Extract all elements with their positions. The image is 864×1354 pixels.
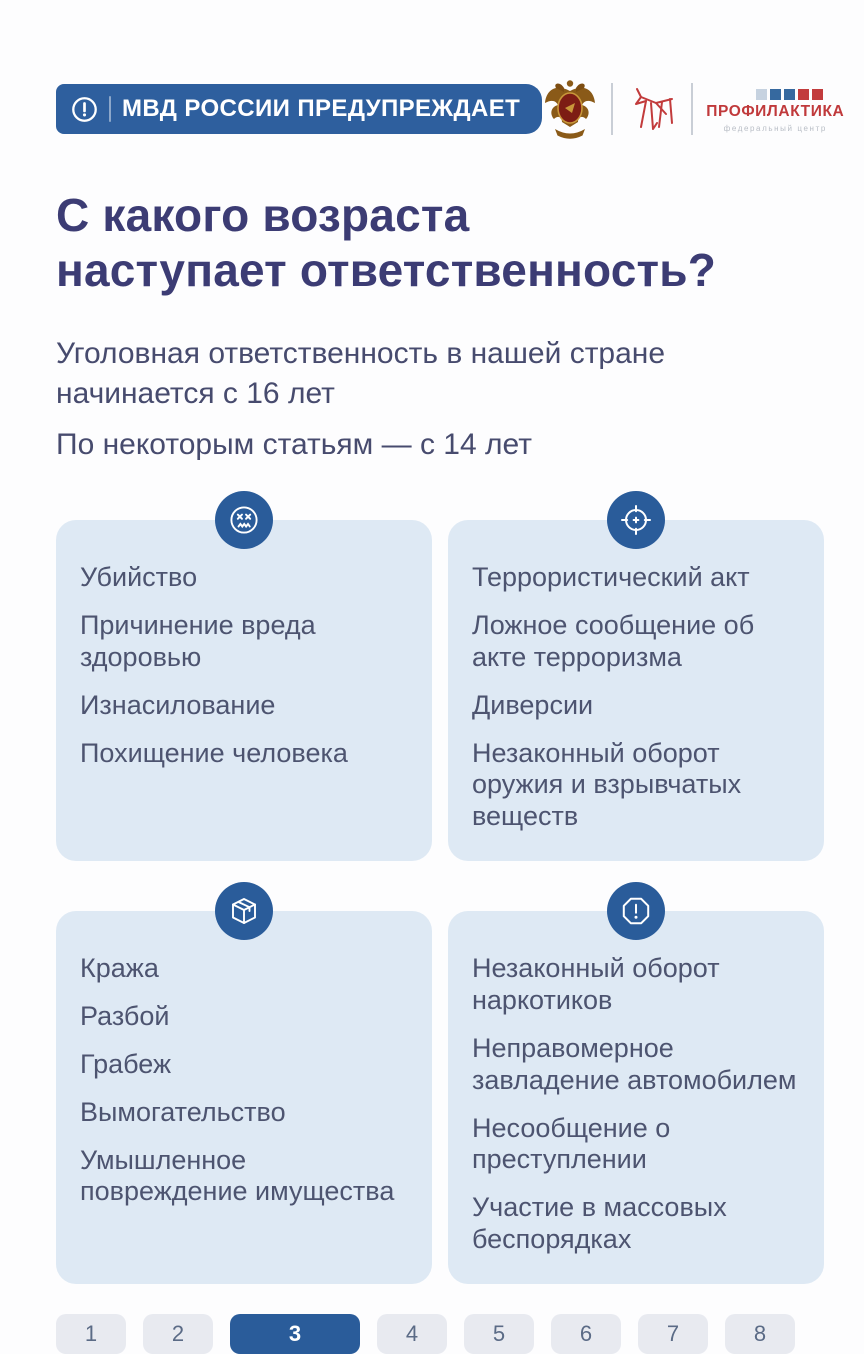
list-item: Неправомерное завладение автомобилем	[472, 1032, 797, 1095]
horse-logo-icon	[626, 83, 678, 135]
list-item: Умышленное повреждение имущества	[80, 1144, 395, 1207]
list-item: Убийство	[80, 562, 198, 593]
warning-banner	[56, 84, 542, 134]
card-list	[472, 953, 800, 1256]
warning-octagon-icon	[607, 882, 665, 940]
banner-label: МВД РОССИИ ПРЕДУПРЕЖДАЕТ	[122, 95, 521, 122]
list-item: Незаконный оборот оружия и взрывчатых веществ	[472, 737, 742, 832]
crime-cards-grid	[56, 520, 824, 1284]
list-item: Вымогательство	[80, 1096, 286, 1127]
list-item: Несообщение о преступлении	[472, 1112, 671, 1175]
page-button-7[interactable]: 7	[638, 1314, 708, 1354]
profilaktika-squares	[756, 89, 823, 100]
pagination	[56, 1314, 824, 1354]
list-item: Причинение вреда здоровью	[80, 610, 316, 672]
intro-paragraph: По некоторым статьям — с 14 лет	[56, 427, 532, 461]
page-button-3-active[interactable]: 3	[230, 1314, 360, 1354]
list-item: Незаконный оборот наркотиков	[472, 953, 720, 1016]
logo-divider	[691, 83, 693, 135]
banner-divider	[109, 96, 111, 122]
intro-paragraph: Уголовная ответственность в нашей стране начинается с 16 лет	[56, 337, 666, 410]
dead-face-icon	[215, 491, 273, 549]
logo-group	[542, 76, 844, 142]
card-property-crimes	[56, 911, 432, 1284]
card-list	[80, 562, 408, 769]
page-button-8[interactable]: 8	[725, 1314, 795, 1354]
list-item: Разбой	[80, 1001, 170, 1032]
list-item: Изнасилование	[80, 689, 276, 720]
card-other-crimes	[448, 911, 824, 1284]
page-title-line2: наступает ответственность?	[56, 244, 717, 297]
list-item: Ложное сообщение об акте терроризма	[472, 610, 755, 672]
list-item: Участие в массовых беспорядках	[472, 1192, 727, 1255]
target-icon	[607, 491, 665, 549]
list-item: Похищение человека	[80, 737, 348, 768]
package-icon	[215, 882, 273, 940]
page-button-6[interactable]: 6	[551, 1314, 621, 1354]
list-item: Террористический акт	[472, 562, 750, 593]
card-list	[80, 953, 408, 1208]
page-button-4[interactable]: 4	[377, 1314, 447, 1354]
mvd-emblem-icon	[542, 76, 598, 142]
page-button-2[interactable]: 2	[143, 1314, 213, 1354]
page-button-1[interactable]: 1	[56, 1314, 126, 1354]
logo-divider	[611, 83, 613, 135]
page-title-line1: С какого возраста	[56, 189, 470, 241]
profilaktika-title: ПРОФИЛАКТИКА	[706, 103, 845, 120]
alert-circle-icon	[71, 96, 98, 123]
card-crimes-against-person	[56, 520, 432, 861]
intro-text	[56, 334, 824, 464]
list-item: Грабеж	[80, 1048, 172, 1079]
page-title	[56, 188, 824, 298]
card-terrorism-crimes	[448, 520, 824, 861]
card-list	[472, 562, 800, 833]
page-button-5[interactable]: 5	[464, 1314, 534, 1354]
list-item: Диверсии	[472, 689, 594, 720]
profilaktika-subtitle: федеральный центр	[723, 124, 827, 133]
header	[56, 76, 845, 142]
list-item: Кража	[80, 953, 159, 984]
profilaktika-logo	[706, 85, 844, 133]
